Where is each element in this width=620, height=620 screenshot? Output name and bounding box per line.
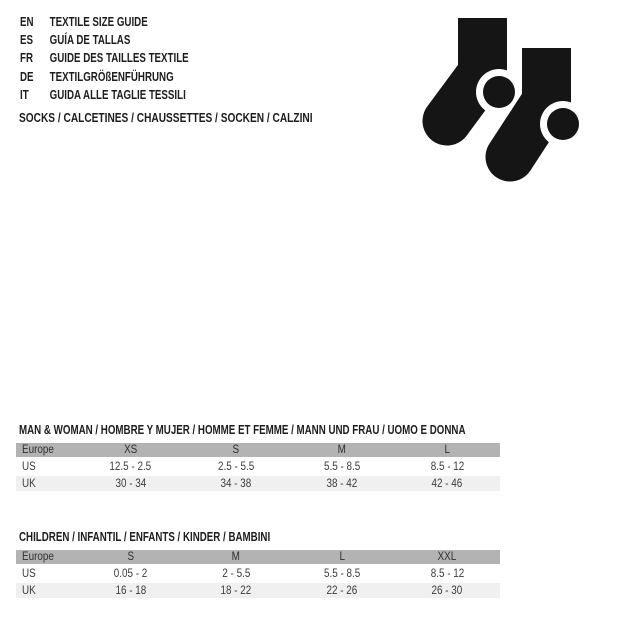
- language-code: EN: [20, 15, 34, 30]
- table-row-uk: [16, 583, 500, 598]
- column-header-m-text: M: [232, 551, 241, 563]
- region-label-us-text: US: [22, 567, 36, 580]
- column-header-xs: [78, 444, 184, 456]
- column-header-l: [395, 444, 501, 456]
- language-label: GUIDE DES TAILLES TEXTILE: [49, 51, 189, 66]
- size-value: [78, 478, 184, 490]
- language-code: FR: [20, 51, 34, 66]
- region-label-uk-text: UK: [22, 584, 36, 597]
- language-code: IT: [20, 87, 29, 102]
- region-label-us: [16, 461, 78, 473]
- size-value: [289, 461, 395, 473]
- column-header-europe: [16, 444, 78, 456]
- column-header-m: [184, 551, 290, 563]
- size-value-text: 5.5 - 8.5: [323, 567, 360, 580]
- language-list: [20, 13, 236, 104]
- table-header-row: [16, 443, 500, 457]
- language-label: GUIDA ALLE TAGLIE TESSILI: [49, 87, 186, 102]
- region-label-us: [16, 568, 78, 580]
- size-value-text: 0.05 - 2: [113, 567, 148, 580]
- column-header-s-text: S: [127, 551, 135, 563]
- size-value: [289, 585, 395, 597]
- language-row-it: [20, 86, 236, 104]
- size-value-text: 8.5 - 12: [430, 567, 465, 580]
- region-label-uk: [16, 478, 78, 490]
- table-title-children: CHILDREN / INFANTIL / ENFANTS / KINDER / BAMBINI: [19, 530, 271, 544]
- column-header-europe-text: Europe: [22, 444, 54, 456]
- size-value-text: 12.5 - 2.5: [109, 460, 152, 473]
- language-row-fr: [20, 49, 236, 67]
- size-value: [184, 585, 290, 597]
- size-table-man-woman: [16, 443, 500, 491]
- language-row-de: [20, 68, 236, 86]
- size-value: [184, 568, 290, 580]
- column-header-m: [289, 444, 395, 456]
- size-value-text: 16 - 18: [115, 584, 147, 597]
- sock-left: [447, 18, 522, 121]
- language-code: ES: [20, 33, 34, 48]
- column-header-europe-text: Europe: [22, 551, 54, 563]
- region-label-uk: [16, 585, 78, 597]
- size-value-text: 38 - 42: [326, 477, 358, 490]
- column-header-l-text: L: [444, 444, 451, 456]
- column-header-xs-text: XS: [124, 444, 138, 456]
- language-code: DE: [20, 69, 34, 84]
- column-header-europe: [16, 551, 78, 563]
- table-row-us: [16, 458, 500, 475]
- language-label: GUÍA DE TALLAS: [49, 33, 131, 48]
- size-value-text: 30 - 34: [115, 477, 147, 490]
- size-value: [395, 585, 501, 597]
- size-value: [289, 568, 395, 580]
- size-value: [395, 461, 501, 473]
- language-row-en: [20, 13, 236, 31]
- column-header-s-text: S: [232, 444, 240, 456]
- size-value-text: 42 - 46: [431, 477, 463, 490]
- table-header-row: [16, 550, 500, 564]
- language-label: TEXTILGRÖßENFÜHRUNG: [49, 69, 174, 84]
- size-value: [289, 478, 395, 490]
- table-row-uk: [16, 476, 500, 491]
- size-value-text: 18 - 22: [220, 584, 252, 597]
- region-label-uk-text: UK: [22, 477, 36, 490]
- size-value-text: 22 - 26: [326, 584, 358, 597]
- column-header-xxl: [395, 551, 501, 563]
- size-value: [78, 568, 184, 580]
- sock-right: [510, 48, 586, 157]
- language-label: TEXTILE SIZE GUIDE: [49, 15, 148, 30]
- column-header-s: [184, 444, 290, 456]
- size-value: [395, 478, 501, 490]
- size-value: [184, 461, 290, 473]
- size-value: [184, 478, 290, 490]
- table-row-us: [16, 565, 500, 582]
- column-header-s: [78, 551, 184, 563]
- size-value-text: 5.5 - 8.5: [323, 460, 360, 473]
- language-row-es: [20, 31, 236, 49]
- size-value-text: 8.5 - 12: [430, 460, 465, 473]
- size-value: [78, 585, 184, 597]
- region-label-us-text: US: [22, 460, 36, 473]
- size-table-children: [16, 550, 500, 598]
- size-value-text: 2 - 5.5: [222, 567, 251, 580]
- size-value: [395, 568, 501, 580]
- column-header-l-text: L: [338, 551, 345, 563]
- size-value-text: 2.5 - 5.5: [218, 460, 255, 473]
- column-header-m-text: M: [337, 444, 346, 456]
- size-value-text: 34 - 38: [220, 477, 252, 490]
- column-header-l: [289, 551, 395, 563]
- column-header-xxl-text: XXL: [437, 551, 457, 563]
- size-value-text: 26 - 30: [431, 584, 463, 597]
- socks-icon: [418, 15, 586, 183]
- table-title-man-woman: MAN & WOMAN / HOMBRE Y MUJER / HOMME ET FEMME / MANN UND FRAU / UOMO E DONNA: [19, 423, 466, 437]
- size-value: [78, 461, 184, 473]
- category-title: SOCKS / CALCETINES / CHAUSSETTES / SOCKEN / CALZINI: [19, 110, 313, 125]
